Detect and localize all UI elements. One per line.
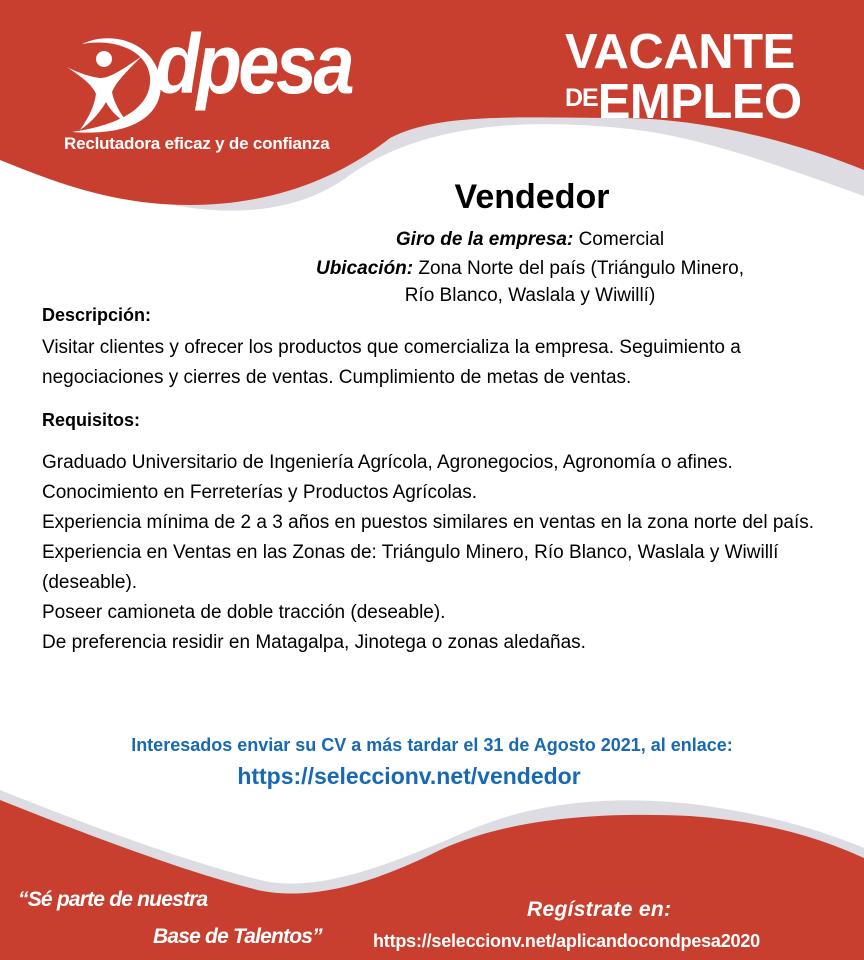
banner-de-empleo <box>565 75 802 129</box>
description-text: Visitar clientes y ofrecer los productos que comercializa la empresa. Seguimiento a negociaciones y cierres de ventas. Cumplimiento de metas de ventas. <box>42 337 741 388</box>
requirement-item: Graduado Universitario de Ingeniería Agrícola, Agronegocios, Agronomía o afines. <box>42 452 733 473</box>
requirements-list <box>42 448 852 658</box>
banner-vacante: VACANTE <box>565 25 795 79</box>
requirement-item: Poseer camioneta de doble tracción (deseable). <box>42 602 446 623</box>
register-label: Regístrate en: <box>527 898 672 921</box>
requirement-item: Conocimiento en Ferreterías y Productos Agrícolas. <box>42 482 478 503</box>
job-title: Vendedor <box>454 178 610 216</box>
requirement-item: De preferencia residir en Matagalpa, Jinotega o zonas aledañas. <box>42 632 586 653</box>
requirements-label: Requisitos: <box>42 410 141 430</box>
industry-label: Giro de la empresa: <box>395 229 574 250</box>
location-line <box>230 258 830 280</box>
banner-de: DE <box>565 84 598 112</box>
industry-value: Comercial <box>573 229 665 250</box>
register-link[interactable]: https://seleccionv.net/aplicandocondpesa2020 <box>373 931 760 951</box>
location-value-line1: Zona Norte del país (Triángulo Minero, <box>413 258 745 279</box>
person-jumping-icon <box>52 32 172 142</box>
industry-line <box>230 229 830 251</box>
requirement-item: Experiencia mínima de 2 a 3 años en puestos similares en ventas en la zona norte del país. <box>42 512 815 533</box>
location-label: Ubicación: <box>315 258 414 279</box>
footer-quote-line2: Base de Talentos” <box>153 925 322 948</box>
requirement-item: Experiencia en Ventas en las Zonas de: Triángulo Minero, Río Blanco, Waslala y Wiwillí (deseable). <box>42 542 779 593</box>
banner-empleo: EMPLEO <box>597 75 802 129</box>
tagline: Reclutadora eficaz y de confianza <box>64 134 330 153</box>
description-label: Descripción: <box>42 305 152 325</box>
logo-wordmark: dpesa <box>155 17 352 111</box>
application-instructions: Interesados enviar su CV a más tardar el 31 de Agosto 2021, al enlace: <box>131 735 733 755</box>
footer-quote-line1: “Sé parte de nuestra <box>18 888 208 911</box>
location-line-2: Río Blanco, Waslala y Wiwillí) <box>404 285 656 306</box>
application-link[interactable]: https://seleccionv.net/vendedor <box>237 763 581 789</box>
